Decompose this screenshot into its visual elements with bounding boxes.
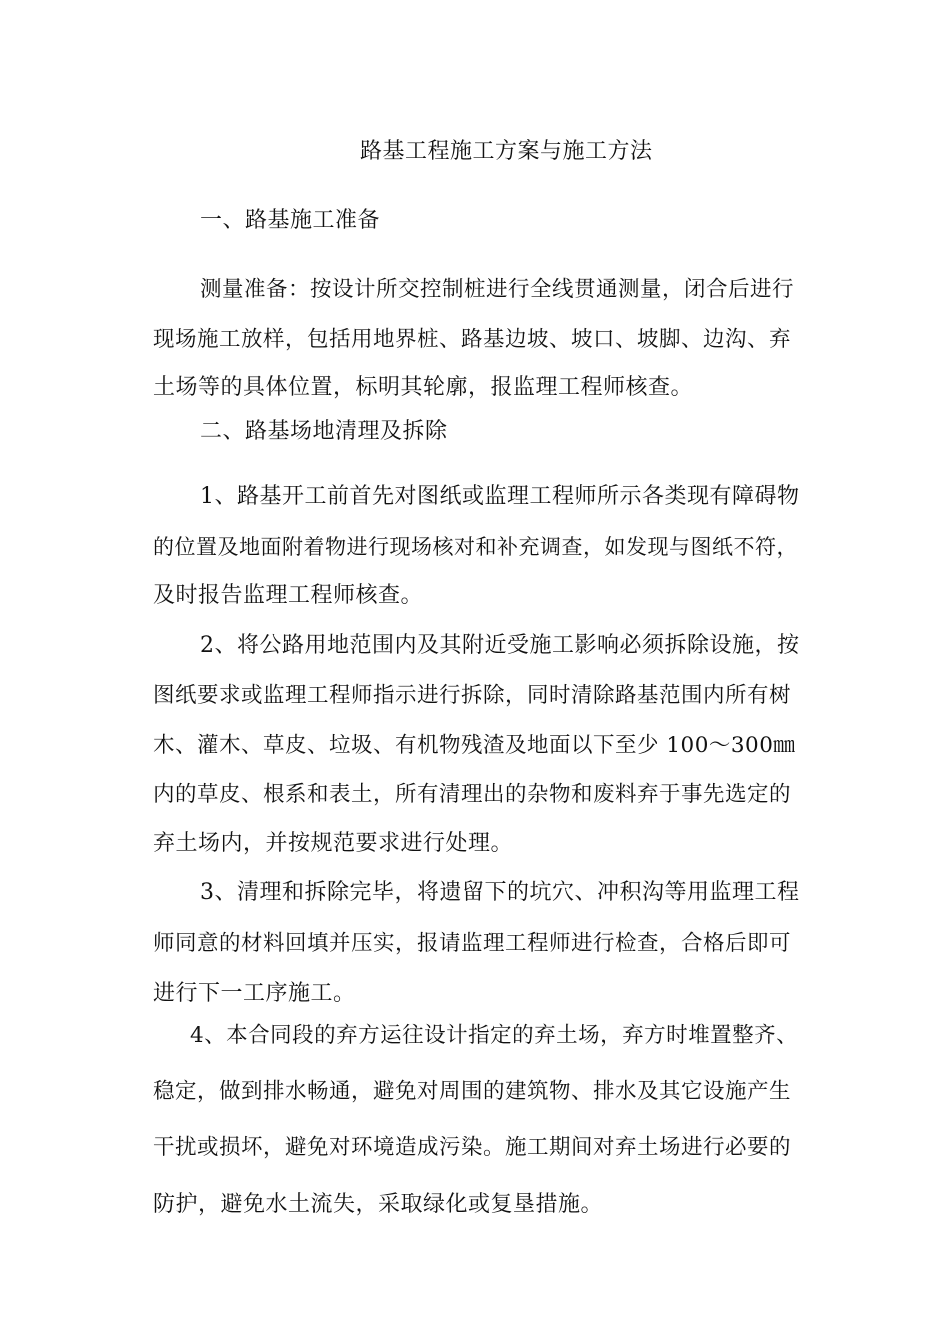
item4-line-4: 防护，避免水土流失，采取绿化或复垦措施。: [153, 1192, 604, 1217]
item3-line-2: 师同意的材料回填并压实，报请监理工程师进行检查，合格后即可: [153, 931, 792, 956]
item2-line-1: 2、将公路用地范围内及其附近受施工影响必须拆除设施，按: [200, 633, 800, 658]
item1-line-2: 的位置及地面附着物进行现场核对和补充调查，如发现与图纸不符，: [153, 535, 798, 559]
section-heading-2: 二、路基场地清理及拆除: [200, 419, 448, 444]
item2-line-3: 木、灌木、草皮、垃圾、有机物残渣及地面以下至少 100～300㎜: [153, 733, 796, 758]
item3-line-1: 3、清理和拆除完毕，将遗留下的坑穴、冲积沟等用监理工程: [200, 880, 800, 905]
item3-line-3: 进行下一工序施工。: [153, 981, 356, 1006]
survey-line-1: 测量准备：按设计所交控制桩进行全线贯通测量，闭合后进行: [200, 277, 795, 302]
item4-line-3: 干扰或损坏，避免对环境造成污染。施工期间对弃土场进行必要的: [153, 1135, 792, 1160]
item2-line-2: 图纸要求或监理工程师指示进行拆除，同时清除路基范围内所有树: [153, 683, 792, 708]
item2-line-5: 弃土场内，并按规范要求进行处理。: [153, 831, 514, 856]
section-heading-1: 一、路基施工准备: [200, 208, 381, 233]
item1-line-1: 1、路基开工前首先对图纸或监理工程师所示各类现有障碍物: [200, 484, 800, 509]
item1-line-3: 及时报告监理工程师核查。: [153, 583, 424, 608]
item4-line-1: 4、本合同段的弃方运往设计指定的弃土场，弃方时堆置整齐、: [190, 1023, 799, 1048]
survey-line-3: 土场等的具体位置，标明其轮廓，报监理工程师核查。: [153, 375, 694, 400]
survey-line-2: 现场施工放样，包括用地界桩、路基边坡、坡口、坡脚、边沟、弃: [153, 327, 792, 352]
document-title: 路基工程施工方案与施工方法: [360, 139, 653, 164]
item4-line-2: 稳定，做到排水畅通，避免对周围的建筑物、排水及其它设施产生: [153, 1079, 792, 1104]
item2-line-4: 内的草皮、根系和表土，所有清理出的杂物和废料弃于事先选定的: [153, 782, 792, 807]
